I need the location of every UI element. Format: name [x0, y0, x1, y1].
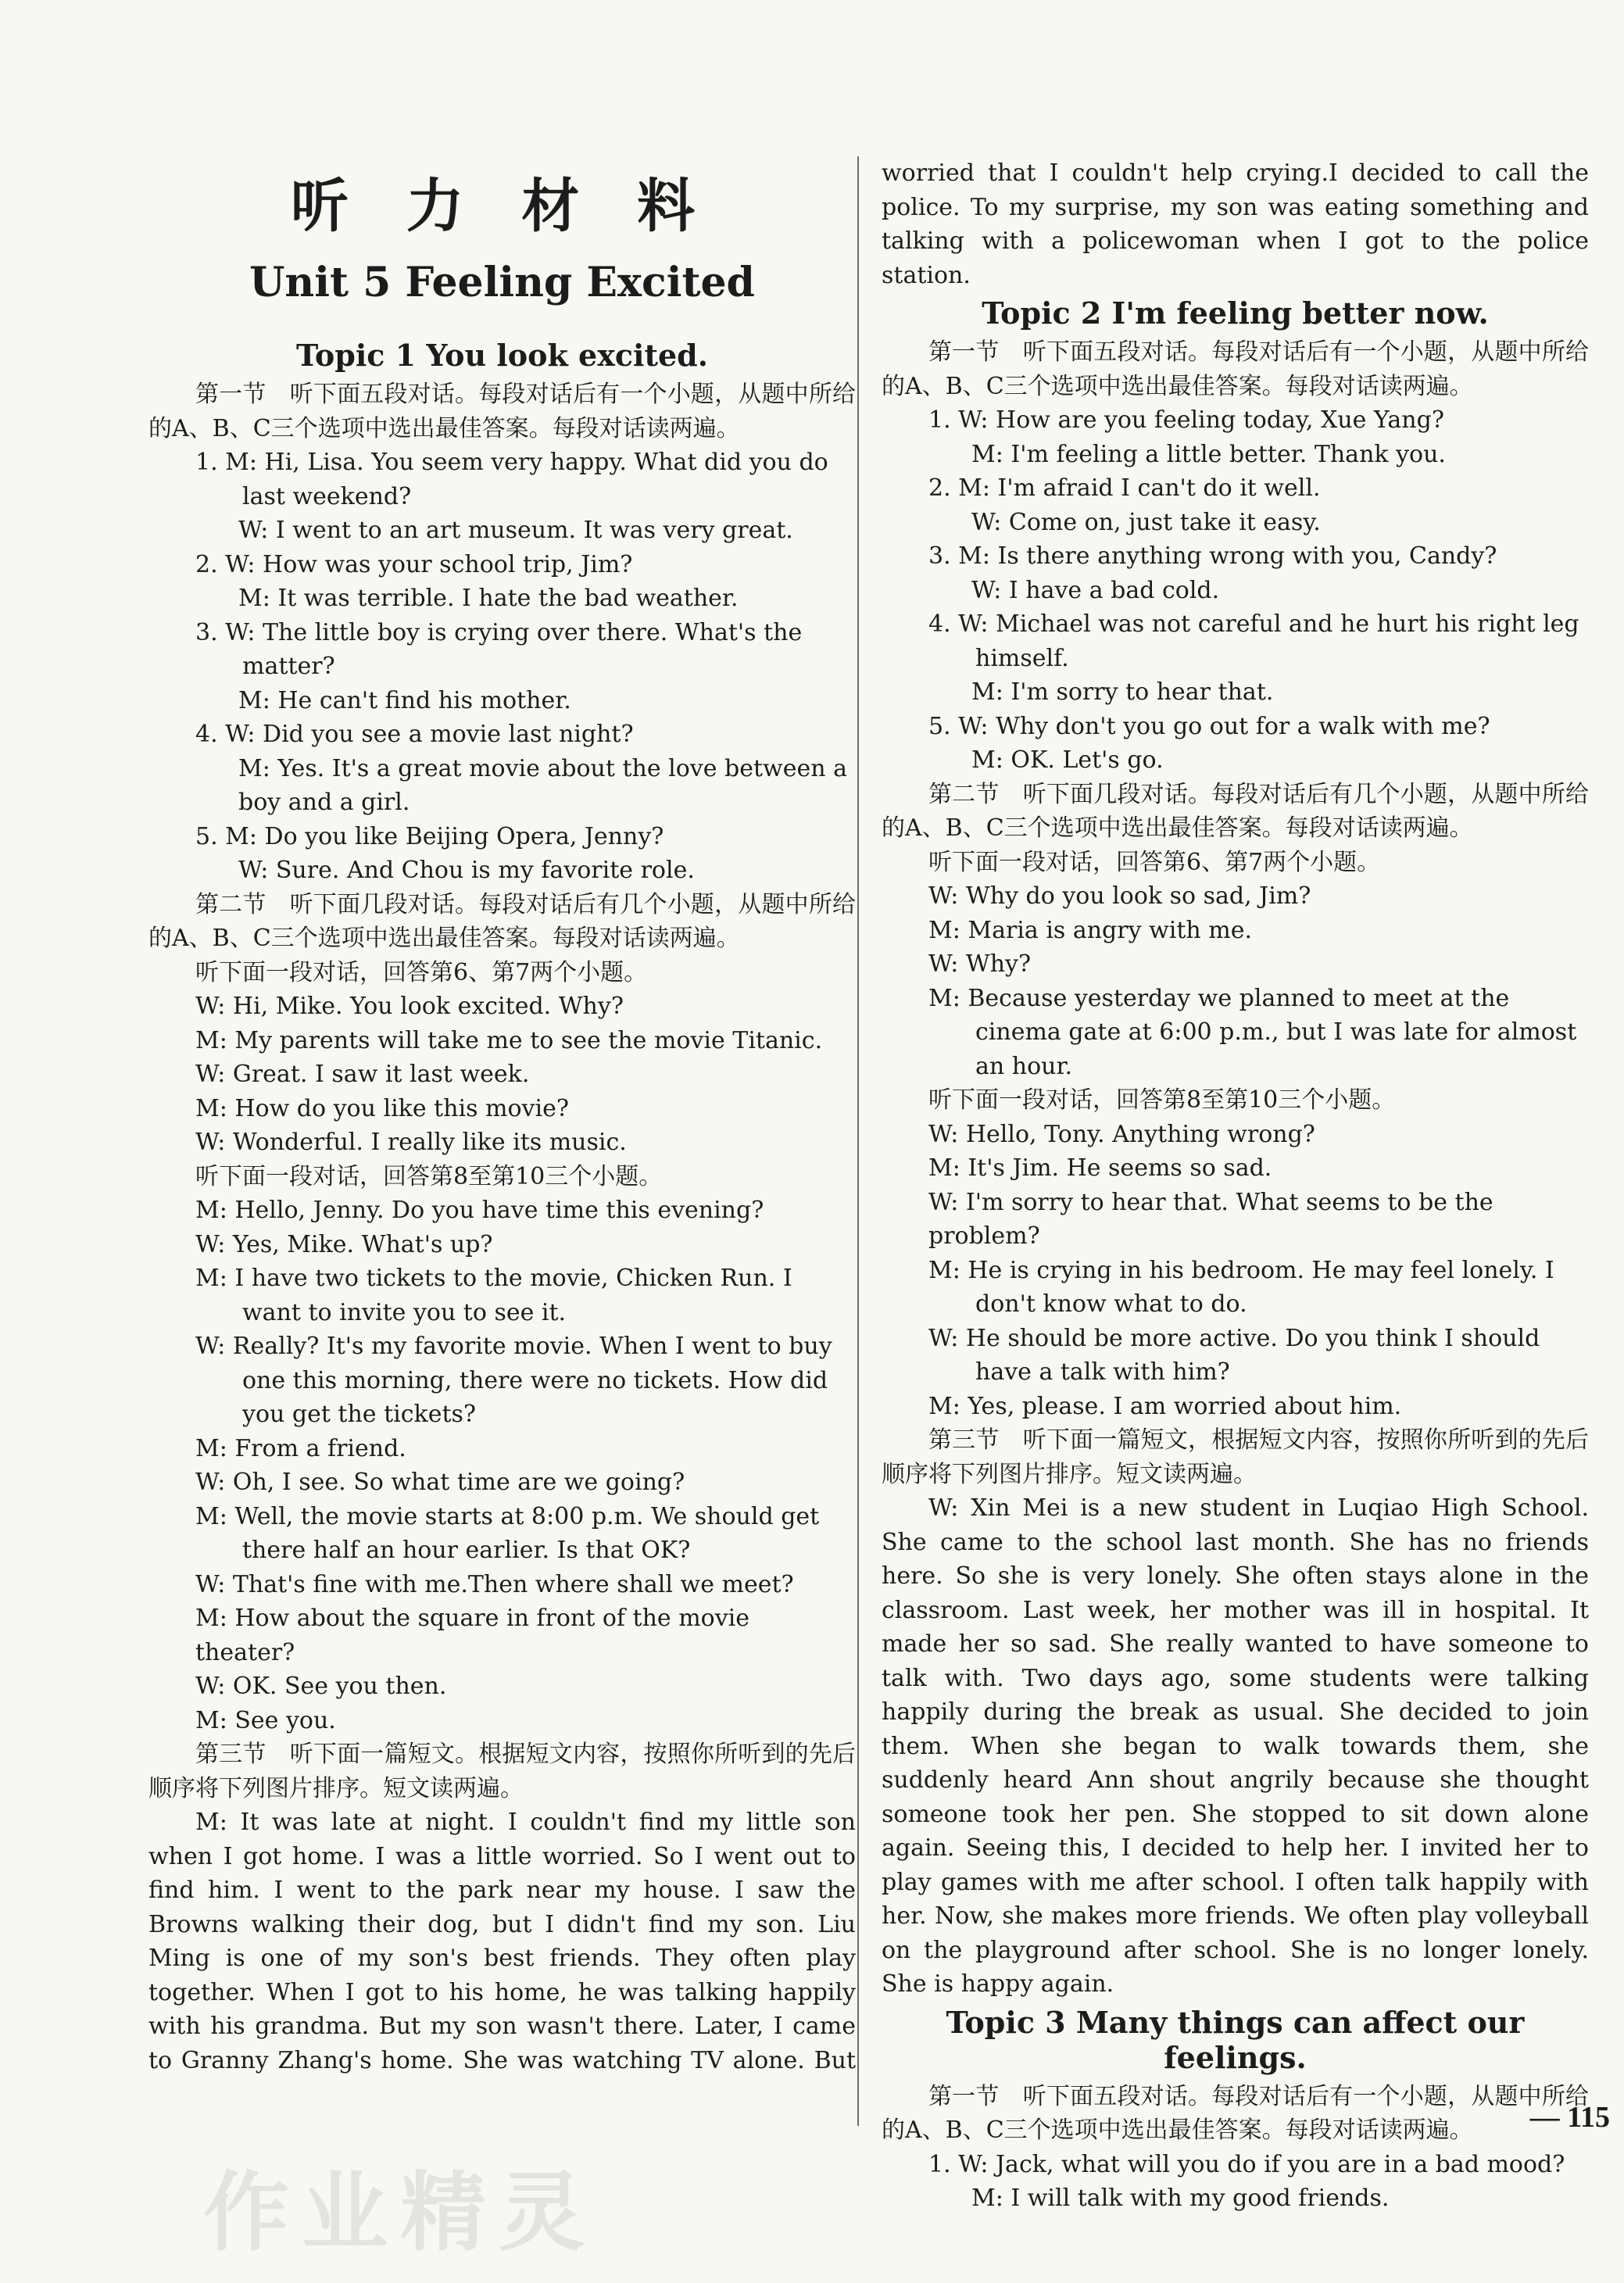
dialogue-line: M: It's Jim. He seems so sad.: [928, 1154, 1272, 1182]
dialogue-line: M: From a friend.: [195, 1434, 406, 1462]
dialogue-line: M: My parents will take me to see the movie Titanic.: [195, 1026, 823, 1054]
t1-dialogues-part1: [148, 446, 856, 888]
dialogue-line: 5. M: Do you like Beijing Opera, Jenny?: [195, 822, 664, 850]
dialogue-line: M: I'm sorry to hear that.: [971, 678, 1274, 706]
dialogue-line: M: Maria is angry with me.: [928, 916, 1253, 944]
t2-section-1-instructions: 第一节 听下面五段对话。每段对话后有一个小题，从题中所给的A、B、C三个选项中选出最佳答案。每段对话读两遍。: [882, 338, 1589, 400]
dialogue-line: M: I will talk with my good friends.: [971, 2185, 1390, 2212]
dialogue-line: W: I went to an art museum. It was very great.: [238, 517, 793, 544]
dialogue-line: 1. W: Jack, what will you do if you are in a bad mood?: [928, 2150, 1565, 2178]
dialogue-line: 1. M: Hi, Lisa. You seem very happy. What did you do last weekend?: [195, 449, 828, 510]
dialogue-line: W: Wonderful. I really like its music.: [195, 1129, 627, 1156]
page-title: 听 力 材 料: [290, 173, 714, 240]
dialogue-line: 2. M: I'm afraid I can't do it well.: [928, 474, 1321, 502]
unit-title: Unit 5 Feeling Excited: [249, 259, 755, 306]
dialogue-line: W: Yes, Mike. What's up?: [195, 1230, 493, 1258]
dialogue-line: M: Because yesterday we planned to meet at the cinema gate at 6:00 p.m., but I was late for almost an hour.: [928, 984, 1577, 1080]
dialogue-line: W: I have a bad cold.: [971, 576, 1220, 604]
t1-section-2-instructions: 第二节 听下面几段对话。每段对话后有几个小题，从题中所给的A、B、C三个选项中选出最佳答案。每段对话读两遍。: [148, 890, 856, 952]
dialogue-line: W: Come on, just take it easy.: [971, 508, 1321, 536]
dialogue-line: M: OK. Let's go.: [971, 746, 1164, 774]
dialogue-line: W: Really? It's my favorite movie. When I went to buy one this morning, there were no tickets. How did you get the tickets?: [195, 1333, 832, 1428]
t1-passage: M: It was late at night. I couldn't find my little son when I got home. I was a little worried. So I went out to find him. I went to the park near my house. I saw the Browns walking their dog, but I didn't find my son. Liu Ming is one of my son's best friends. They often play together. When I got to his home, he was talking happily with his grandma. But my son wasn't there. Later, I came to Granny Zhang's home. She was watching TV alone. But: [148, 1809, 856, 2074]
dialogue-line: M: See you.: [195, 1706, 336, 1734]
t2-section-2-instructions: 第二节 听下面几段对话。每段对话后有几个小题，从题中所给的A、B、C三个选项中选出最佳答案。每段对话读两遍。: [882, 780, 1589, 842]
dialogue-line: 3. M: Is there anything wrong with you, Candy?: [928, 542, 1497, 570]
topic-2-title: Topic 2 I'm feeling better now.: [982, 295, 1489, 331]
dialogue-instruction: 听下面一段对话，回答第8至第10三个小题。: [195, 1162, 663, 1190]
dialogue-line: W: OK. See you then.: [195, 1673, 447, 1700]
dialogue-line: M: He can't find his mother.: [238, 686, 571, 714]
dialogue-line: W: Great. I saw it last week.: [195, 1061, 530, 1088]
dialogue-line: W: Sure. And Chou is my favorite role.: [238, 857, 695, 884]
column-divider: [857, 156, 859, 2126]
dialogue-line: M: He is crying in his bedroom. He may feel lonely. I don't know what to do.: [928, 1256, 1554, 1318]
dialogue-line: W: He should be more active. Do you think I should have a talk with him?: [928, 1324, 1540, 1386]
dialogue-instruction: 听下面一段对话，回答第8至第10三个小题。: [928, 1086, 1396, 1114]
dialogue-instruction: 听下面一段对话，回答第6、第7两个小题。: [195, 958, 648, 986]
dialogue-line: M: Hello, Jenny. Do you have time this evening?: [195, 1197, 764, 1224]
watermark: 作业精灵: [203, 2162, 597, 2263]
dialogue-line: W: Why?: [928, 950, 1032, 978]
dialogue-line: 3. W: The little boy is crying over there. What's the matter?: [195, 618, 803, 680]
dialogue-line: W: I'm sorry to hear that. What seems to be the problem?: [928, 1188, 1493, 1250]
t1-section-1-instructions: 第一节 听下面五段对话。每段对话后有一个小题，从题中所给的A、B、C三个选项中选出最佳答案。每段对话读两遍。: [148, 381, 856, 442]
dialogue-line: W: Hi, Mike. You look excited. Why?: [195, 993, 624, 1020]
dialogue-line: M: How about the square in front of the movie theater?: [195, 1605, 750, 1666]
t2-section-3-instructions: 第三节 听下面一篇短文，根据短文内容，按照你所听到的先后顺序将下列图片排序。短文读两遍。: [882, 1426, 1589, 1488]
dialogue-line: 5. W: Why don't you go out for a walk with me?: [928, 712, 1490, 740]
dialogue-line: W: Oh, I see. So what time are we going?: [195, 1469, 685, 1496]
t2-dialogues-part1: [882, 403, 1589, 778]
t1-section-3-instructions: 第三节 听下面一篇短文。根据短文内容，按照你所听到的先后顺序将下列图片排序。短文读两遍。: [148, 1741, 856, 1802]
dialogue-line: M: I have two tickets to the movie, Chicken Run. I want to invite you to see it.: [195, 1265, 792, 1326]
page-number: — 115: [1529, 2101, 1610, 2134]
t1-passage-continued: worried that I couldn't help crying.I decided to call the police. To my surprise, my son was eating something and talking with a policewoman when I got to the police station.: [882, 159, 1589, 289]
left-column: [148, 160, 856, 2077]
t3-section-1-instructions: 第一节 听下面五段对话。每段对话后有一个小题，从题中所给的A、B、C三个选项中选出最佳答案。每段对话读两遍。: [882, 2082, 1589, 2144]
dialogue-line: 2. W: How was your school trip, Jim?: [195, 550, 633, 578]
topic-3-title: Topic 3 Many things can affect our feelings.: [946, 2004, 1525, 2075]
right-column: [882, 156, 1589, 2216]
dialogue-line: 4. W: Did you see a movie last night?: [195, 721, 634, 748]
t3-dialogues-part1: [882, 2148, 1589, 2216]
dialogue-line: W: That's fine with me.Then where shall we meet?: [195, 1570, 794, 1598]
dialogue-line: W: Hello, Tony. Anything wrong?: [928, 1120, 1315, 1148]
t2-passage: W: Xin Mei is a new student in Luqiao High School. She came to the school last month. She has no friends here. So she is very lonely. She often stays alone in the classroom. Last week, her mother was ill in hospital. It made her so sad. She really wanted to have someone to talk with. Two days ago, some students were talking happily during the break as usual. She decided to join them. When she began to walk towards them, she suddenly heard Ann shout angrily because she thought someone took her pen. She stopped to sit down alone again. Seeing this, I decided to help her. I invited her to play games with me after school. I often talk happily with her. Now, she makes more friends. We often play volleyball on the playground after school. She is no longer lonely. She is happy again.: [882, 1494, 1589, 1998]
topic-1-title: Topic 1 You look excited.: [296, 338, 708, 373]
dialogue-line: M: Well, the movie starts at 8:00 p.m. We should get there half an hour earlier. Is that OK?: [195, 1502, 820, 1564]
dialogue-line: 4. W: Michael was not careful and he hurt his right leg himself.: [928, 610, 1579, 672]
dialogue-line: M: How do you like this movie?: [195, 1094, 569, 1122]
dialogue-line: M: Yes, please. I am worried about him.: [928, 1392, 1402, 1420]
dialogue-line: M: Yes. It's a great movie about the love between a boy and a girl.: [238, 754, 847, 816]
dialogue-line: M: I'm feeling a little better. Thank you.: [971, 440, 1446, 468]
t2-dialogues-part2: [882, 846, 1589, 1424]
t1-dialogues-part2: [148, 956, 856, 1738]
dialogue-instruction: 听下面一段对话，回答第6、第7两个小题。: [928, 848, 1381, 876]
dialogue-line: M: It was terrible. I hate the bad weather.: [238, 585, 739, 612]
dialogue-line: W: Why do you look so sad, Jim?: [928, 882, 1311, 910]
dialogue-line: 1. W: How are you feeling today, Xue Yang?: [928, 406, 1444, 434]
